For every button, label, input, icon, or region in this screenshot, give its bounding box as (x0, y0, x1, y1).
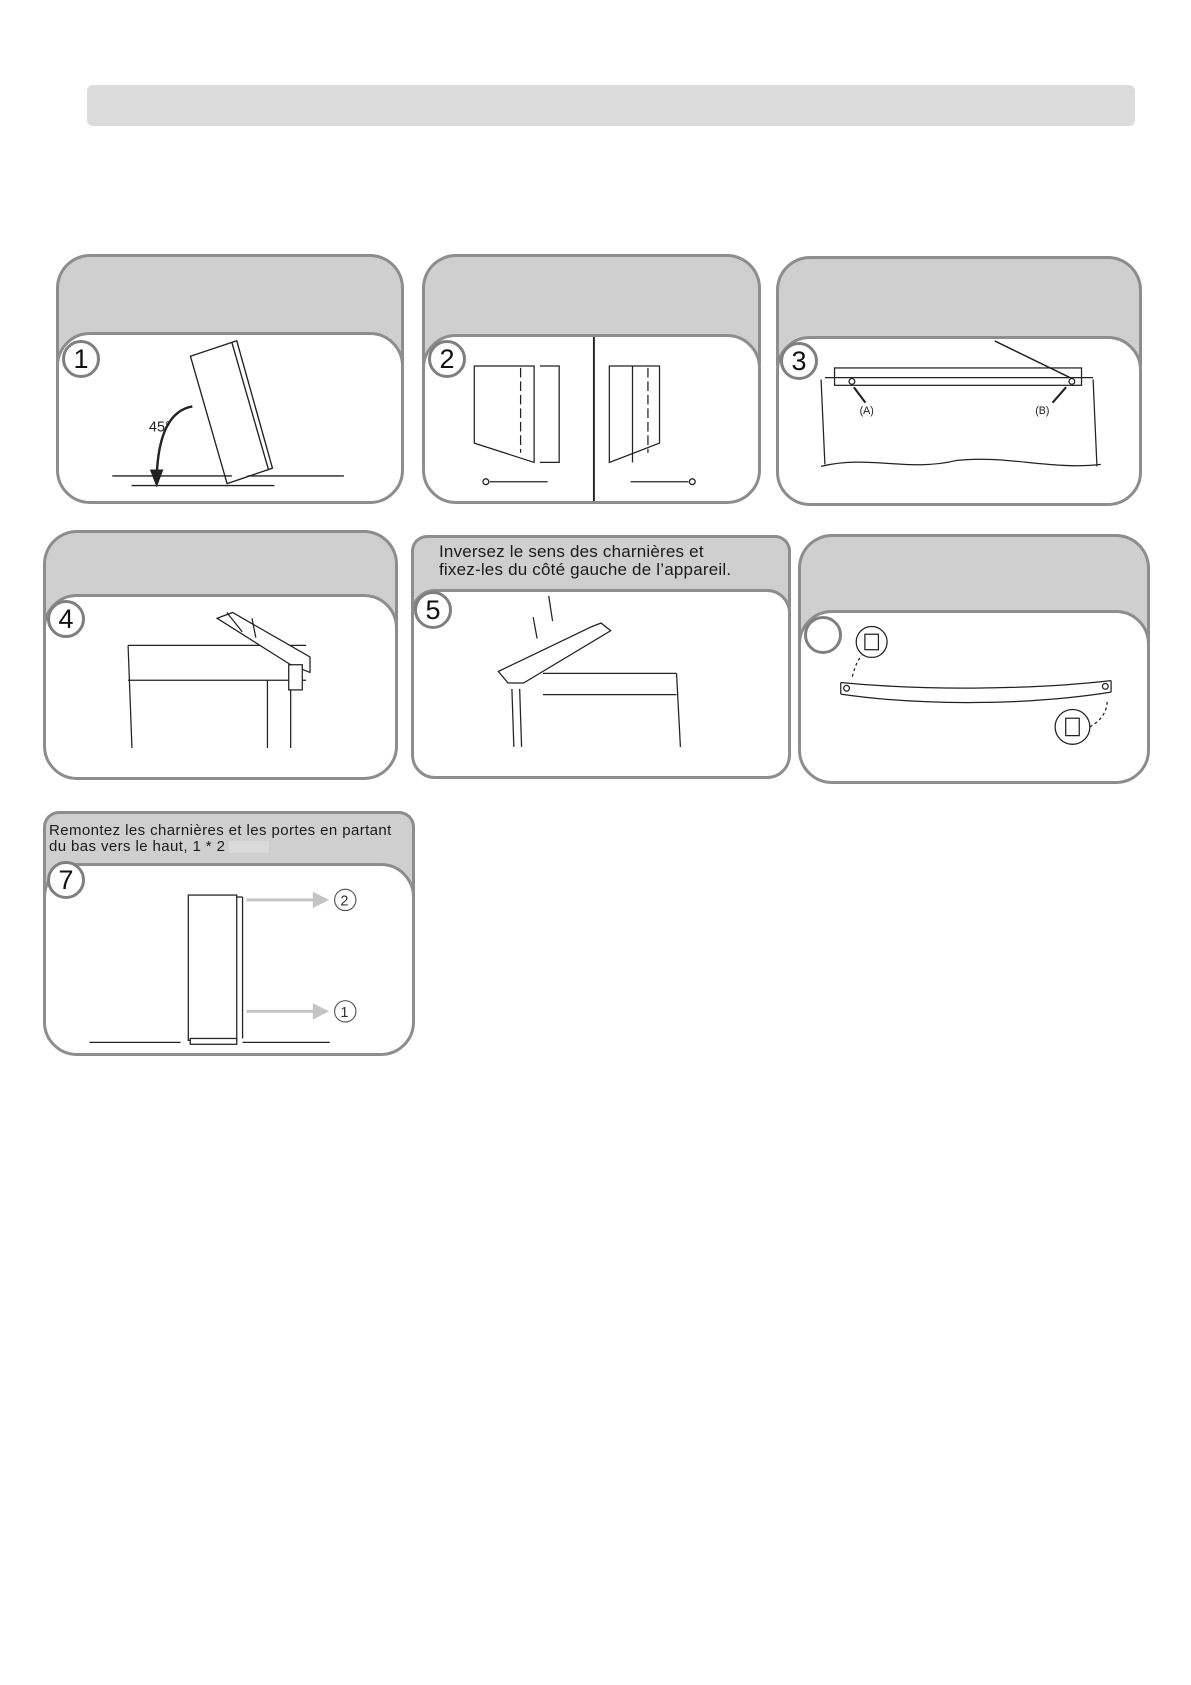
step-panel (43, 594, 398, 780)
redacted-box (229, 841, 269, 853)
order-label-top: 2 (340, 893, 349, 910)
step-panel (776, 336, 1142, 506)
step-number: 4 (47, 600, 85, 638)
hinge-a-label: (A) (859, 405, 874, 418)
caption-line: du bas vers le haut, 1 * 2 (49, 837, 226, 855)
hinge-mount-illustration (46, 597, 395, 777)
step-panel (798, 610, 1150, 784)
step-card-1 (56, 254, 404, 504)
hinge-b-label: (B) (1035, 405, 1050, 418)
step-number (804, 616, 842, 654)
step-card-7 (43, 811, 415, 1056)
caption-line-with-blank (49, 839, 392, 855)
order-label-bottom: 1 (340, 1005, 349, 1022)
caption-line: Remontez les charnières et les portes en partant (49, 822, 392, 839)
hinge-removal-illustration (425, 337, 758, 501)
step-panel (411, 589, 791, 779)
step-card-3 (776, 256, 1142, 506)
step-number: 2 (428, 340, 466, 378)
step-number: 1 (62, 340, 100, 378)
plug-swap-illustration (801, 613, 1147, 781)
step-caption (439, 543, 731, 579)
step-panel (422, 334, 761, 504)
step-number: 3 (780, 342, 818, 380)
door-tilt-illustration (59, 335, 401, 501)
angle-label: 45° (148, 419, 171, 436)
step-card-2 (422, 254, 761, 504)
header-bar (87, 85, 1135, 126)
step-number: 7 (47, 861, 85, 899)
top-cover-illustration (779, 339, 1139, 503)
step-caption (49, 823, 392, 855)
step-card-5 (411, 535, 791, 779)
reassembly-order-illustration (46, 866, 412, 1053)
step-panel (56, 332, 404, 504)
hinge-reverse-illustration (414, 592, 788, 776)
step-card-4 (43, 530, 398, 780)
step-number: 5 (414, 591, 452, 629)
caption-line: fixez-les du côté gauche de l’appareil. (439, 559, 732, 579)
step-card-6 (798, 534, 1150, 784)
caption-line: Inversez le sens des charnières et (439, 542, 704, 561)
step-panel (43, 863, 415, 1056)
